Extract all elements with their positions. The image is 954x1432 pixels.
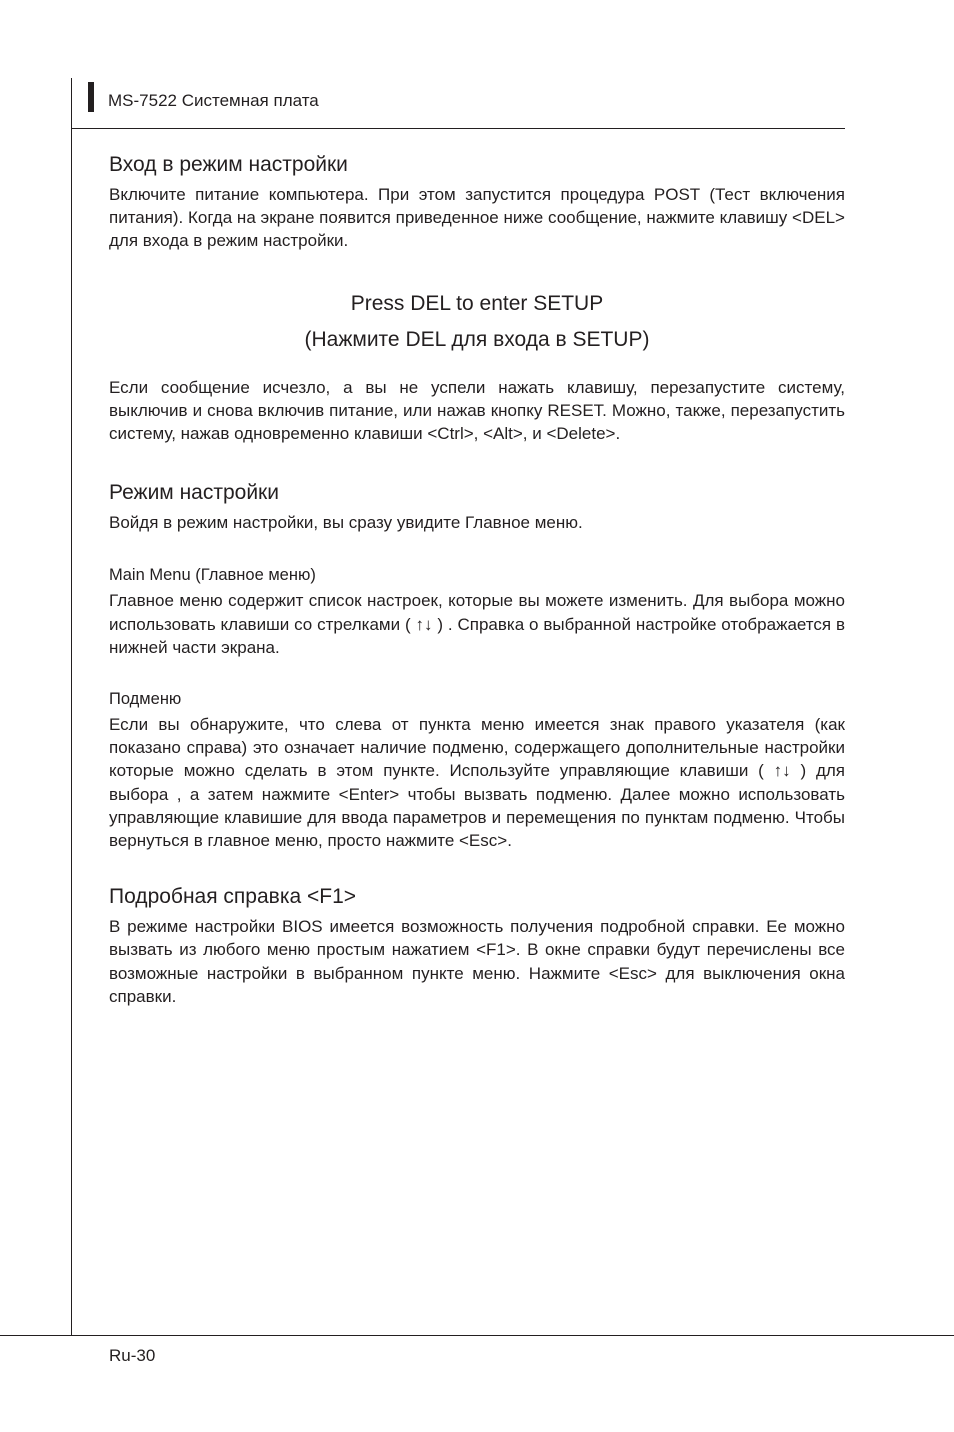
header-marker-bar	[88, 82, 94, 112]
header-rule	[71, 128, 845, 129]
paragraph-setup-mode: Войдя в режим настройки, вы сразу увидите Главное меню.	[109, 513, 583, 533]
page-number: Ru-30	[109, 1346, 156, 1365]
page-left-rule	[71, 78, 72, 1336]
setup-message-en: Press DEL to enter SETUP	[350, 291, 604, 315]
running-header: MS-7522 Системная плата	[108, 91, 319, 110]
heading-setup-entry: Вход в режим настройки	[109, 153, 348, 176]
setup-message-ru: (Нажмите DEL для входа в SETUP)	[304, 327, 650, 351]
heading-setup-mode: Режим настройки	[109, 481, 279, 505]
heading-help: Подробная справка <F1>	[109, 885, 357, 909]
page-content	[109, 151, 845, 1008]
heading-main-menu: Main Menu (Главное меню)	[109, 566, 316, 585]
footer-rule	[0, 1335, 954, 1336]
paragraph-submenu: Если вы обнаружите, что слева от пункта меню имеется знак правого указателя (как показано справа) это означает наличие подменю, содержащего дополнительные настройки которые можно сделать в этом пункте. Используйте управляющие клавиши ( ↑↓ ) для выбора , а затем нажмите <Enter> чтобы вызвать подменю. Далее можно использовать управляющие клавишие для ввода параметров и перемещения по пунктам подменю. Чтобы вернуться в главное меню, просто нажмите <Esc>.	[109, 715, 845, 851]
paragraph-setup-entry: Включите питание компьютера. При этом запустится процедура POST (Тест включения питания). Когда на экране появится приведенное ниже сообщение, нажмите клавишу <DEL> для входа в режим настройки.	[109, 185, 845, 251]
heading-submenu: Подменю	[109, 690, 182, 709]
setup-message	[109, 286, 845, 358]
paragraph-help: В режиме настройки BIOS имеется возможность получения подробной справки. Ее можно вызвать из любого меню простым нажатием <F1>. В окне справки будут перечислены все возможные настройки в выбранном пункте меню. Нажмите <Esc> для выключения окна справки.	[109, 917, 845, 1006]
paragraph-restart: Если сообщение исчезло, а вы не успели нажать клавишу, перезапустите систему, выключив и снова включив питание, или нажав кнопку RESET. Можно, также, перезапустить систему, нажав одновременно клавиши <Ctrl>, <Alt>, и <Delete>.	[109, 377, 845, 444]
paragraph-main-menu: Главное меню содержит список настроек, которые вы можете изменить. Для выбора можно использовать клавиши со стрелками ( ↑↓ ) . Справка о выбранной настройке отображается в нижней части экрана.	[109, 591, 845, 657]
